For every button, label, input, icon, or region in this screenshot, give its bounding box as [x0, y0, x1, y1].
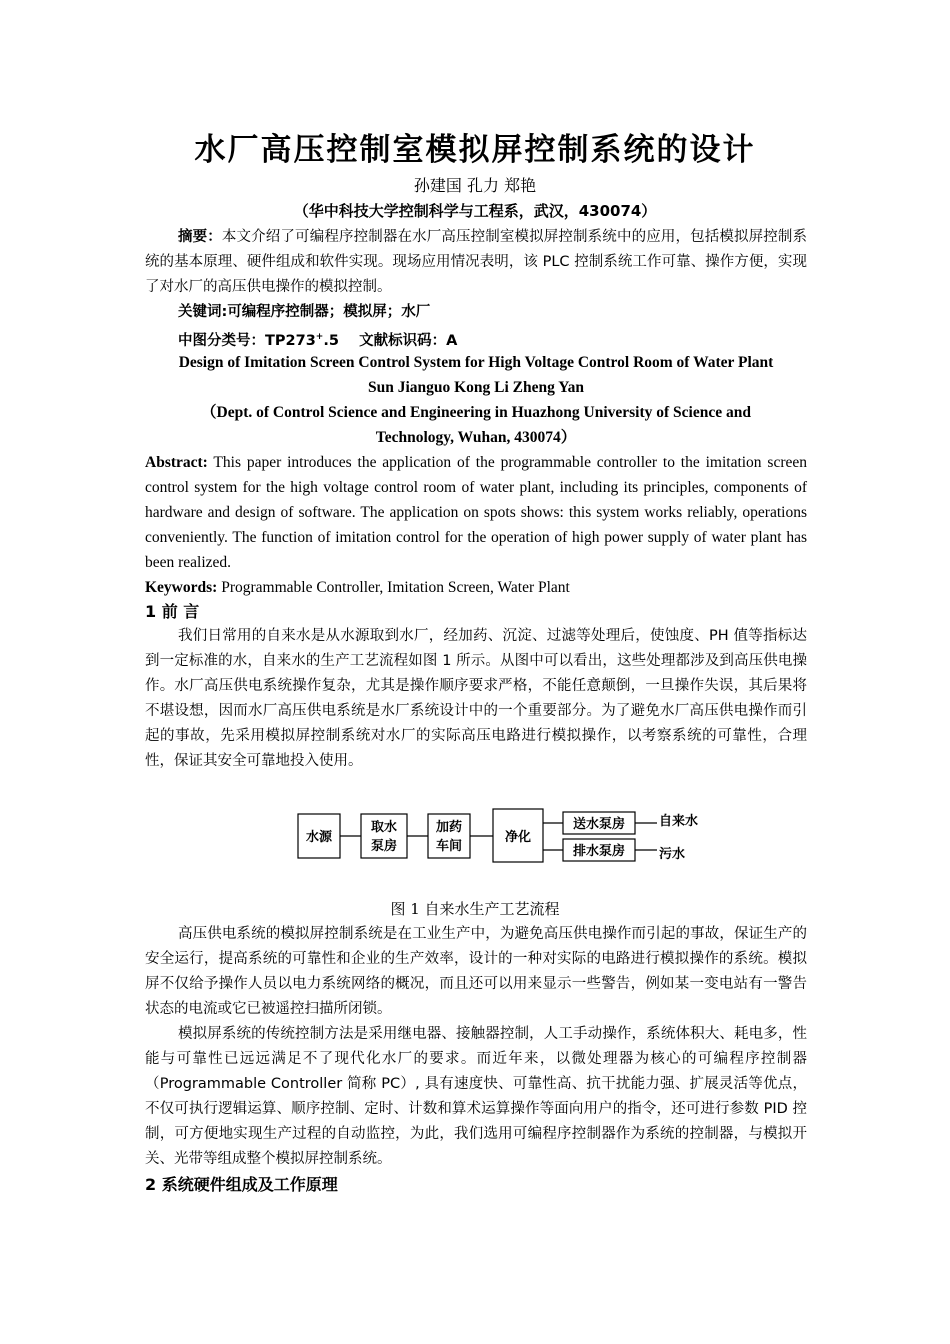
section1-heading: 1 前 言 [145, 602, 200, 621]
clc-sup: + [315, 332, 324, 342]
abstract-cn-label: 摘要： [178, 229, 222, 245]
abstract-en-text: This paper introduces the application of the programmable controller to the imitation screen control system for the high voltage control room of water plant, including its principles, components of hardware and design of software. The application on spots shows: this system works reliably, operations conveniently. The function of imitation control for the operation of high power supply of water plant has been realized. [145, 454, 807, 571]
label-dosing-1: 加药 [435, 820, 463, 835]
figure1-flowchart [0, 800, 950, 900]
keywords-en-text: Programmable Controller, Imitation Screen, Water Plant [217, 579, 570, 596]
label-intake-pump-1: 取水 [370, 820, 398, 835]
title-en-block [145, 350, 807, 450]
keywords-cn [145, 300, 807, 325]
doc-code-label: 文献标识码： [359, 332, 447, 349]
abstract-en [145, 450, 807, 575]
section1-para1: 我们日常用的自来水是从水源取到水厂，经加药、沉淀、过滤等处理后，使蚀度、PH 值等指标达到一定标准的水，自来水的生产工艺流程如图 1 所示。从图中可以看出，这些处理都涉及到高压供电操作。水厂高压供电系统操作复杂，尤其是操作顺序要求严格，不能任意颠倒，一旦操作失误，其后果将不堪设想，因而水厂高压供电系统是水厂系统设计中的一个重要部分。为了避免水厂高压供电操作而引起的事故，先采用模拟屏控制系统对水厂的实际高压电路进行模拟操作，以考察系统的可靠性，合理性，保证其安全可靠地投入使用。 [145, 628, 807, 769]
label-sewage: 污水 [659, 847, 686, 862]
affiliation-en-line1: （Dept. of Control Science and Engineering in Huazhong University of Science and [201, 404, 751, 421]
section2-heading: 2 系统硬件组成及工作原理 [145, 1175, 338, 1194]
abstract-en-label: Abstract: [145, 454, 208, 471]
label-drain-pump: 排水泵房 [572, 844, 626, 859]
affiliation-en-line2: Technology, Wuhan, 430074） [375, 429, 577, 446]
title-en: Design of Imitation Screen Control System for High Voltage Control Room of Water Plant [178, 354, 774, 371]
label-water-source: 水源 [305, 830, 333, 845]
clc-suffix: .5 [323, 332, 339, 349]
section1-para2: 高压供电系统的模拟屏控制系统是在工业生产中，为避免高压供电操作而引起的事故，保证生产的安全运行，提高系统的可靠性和企业的生产效率，设计的一种对实际的电路进行模拟操作的系统。模拟屏不仅给予操作人员以电力系统网络的概况，而且还可以用来显示一些警告，例如某一变电站有一警告状态的电流或它已被遥控扫描所闭锁。 [145, 926, 807, 1017]
authors-cn: 孙建国 孔力 郑艳 [413, 176, 537, 195]
abstract-cn-text: 本文介绍了可编程序控制器在水厂高压控制室模拟屏控制系统中的应用，包括模拟屏控制系统的基本原理、硬件组成和软件实现。现场应用情况表明，该 PLC 控制系统工作可靠、操作方便，实现了对水厂的高压供电操作的模拟控制。 [145, 229, 808, 295]
label-intake-pump-2: 泵房 [370, 839, 398, 854]
label-purification: 净化 [504, 830, 532, 845]
label-dosing-2: 车间 [435, 839, 463, 854]
section1-para3: 模拟屏系统的传统控制方法是采用继电器、接触器控制，人工手动操作，系统体积大、耗电多，性能与可靠性已远远满足不了现代化水厂的要求。而近年来，以微处理器为核心的可编程序控制器（Programmable Controller 简称 PC）, 具有速度快、可靠性高、抗干扰能力强、扩展灵活等优点，不仅可执行逻辑运算、顺序控制、定时、计数和算术运算操作等面向用户的指令，还可进行参数 PID 控制，可方便地实现生产过程的自动监控，为此，我们选用可编程序控制器作为系统的控制器，与模拟开关、光带等组成整个模拟屏控制系统。 [145, 1026, 807, 1167]
keywords-en-label: Keywords: [145, 579, 218, 596]
clc-label: 中图分类号： [178, 332, 265, 349]
keywords-cn-label: 关键词: [178, 304, 228, 320]
label-tap-water: 自来水 [659, 814, 699, 829]
keywords-en [145, 575, 807, 600]
keywords-cn-text: 可编程序控制器；模拟屏；水厂 [227, 304, 431, 320]
affiliation-cn: （华中科技大学控制科学与工程系，武汉，430074） [293, 202, 657, 220]
label-supply-pump: 送水泵房 [572, 817, 626, 832]
abstract-cn [145, 225, 807, 300]
doc-code: A [446, 332, 458, 349]
figure1-caption: 图 1 自来水生产工艺流程 [390, 900, 560, 918]
authors-en: Sun Jianguo Kong Li Zheng Yan [367, 379, 585, 396]
clc-code: TP273 [265, 332, 316, 349]
paper-title: 水厂高压控制室模拟屏控制系统的设计 [194, 132, 756, 168]
